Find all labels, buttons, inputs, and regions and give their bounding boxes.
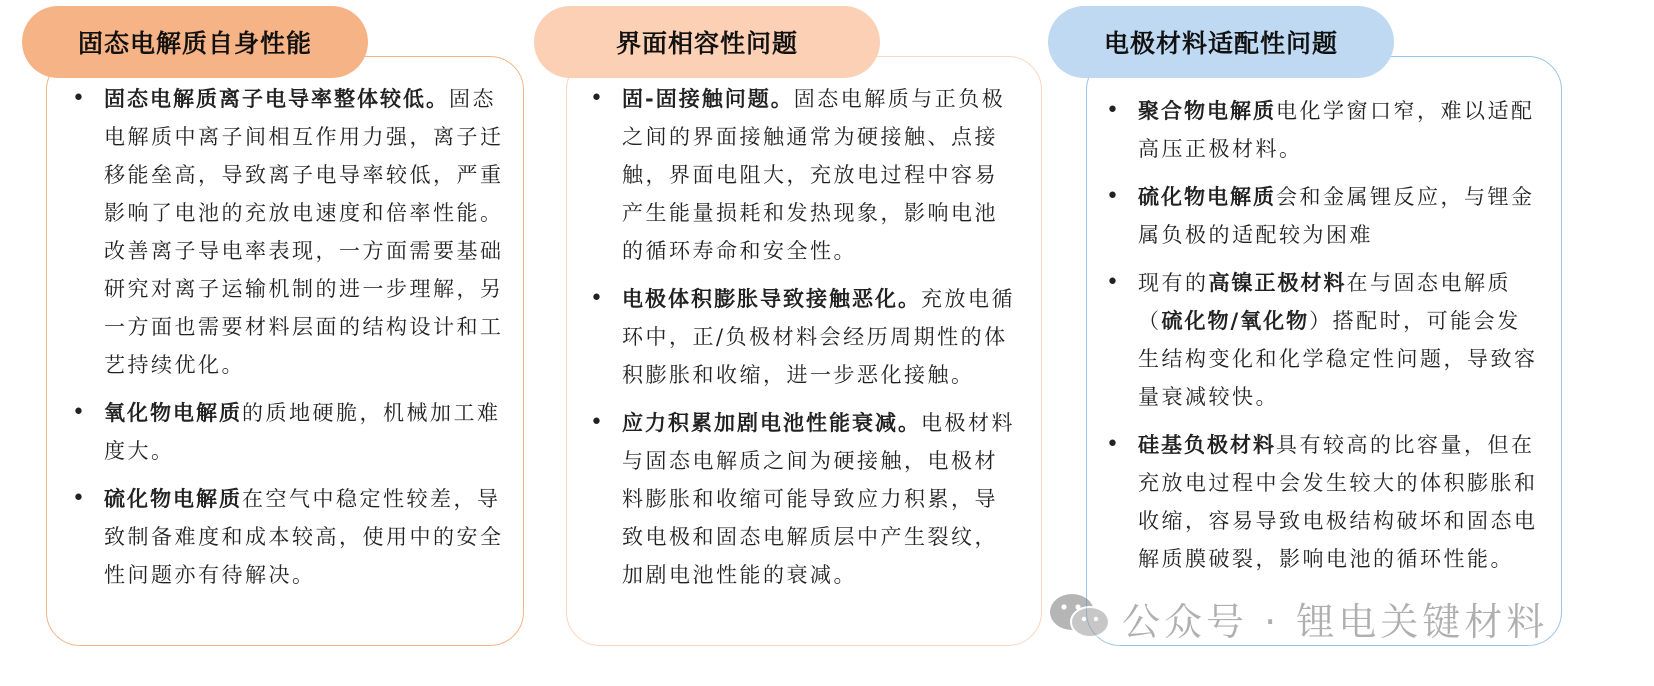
item-heading: 硫化物电解质 <box>104 487 242 511</box>
item-text: 具有较高的比容量，但在充放电过程中会发生较大的体积膨胀和收缩，容易导致电极结构破坏和固态电解质膜破裂，影响电池的循环性能。 <box>1138 433 1538 571</box>
bullet-icon: • <box>590 286 606 311</box>
list-item <box>1106 92 1538 168</box>
list-item <box>72 394 512 470</box>
panel-title <box>1048 6 1394 78</box>
list-item <box>590 80 1020 270</box>
panel-title-text: 固态电解质自身性能 <box>77 29 312 58</box>
item-heading: 电极体积膨胀导致接触恶化。 <box>622 287 921 311</box>
item-text: 在空气中稳定性较差，导致制备难度和成本较高，使用中的安全性问题亦有待解决。 <box>104 487 504 587</box>
item-text: 的质地硬脆，机械加工难度大。 <box>104 401 501 463</box>
item-heading: 氧化物电解质 <box>104 401 242 425</box>
wechat-icon <box>1048 590 1112 646</box>
panel-title <box>534 6 880 78</box>
watermark <box>1048 588 1548 648</box>
list-item <box>1106 426 1538 578</box>
bullet-icon: • <box>1106 270 1122 295</box>
list-item <box>72 80 512 384</box>
item-prefix: 现有的 <box>1138 271 1209 295</box>
item-heading: 硫化物电解质 <box>1138 185 1276 209</box>
bullet-icon: • <box>1106 98 1122 123</box>
item-text: 固态电解质中离子间相互作用力强，离子迁移能垒高，导致离子电导率较低，严重影响了电池的充放电速度和倍率性能。改善离子导电率表现，一方面需要基础研究对离子运输机制的进一步理解，另一方面也需要材料层面的结构设计和工艺持续优化。 <box>104 87 504 377</box>
bullet-icon: • <box>1106 432 1122 457</box>
bullet-icon: • <box>1106 184 1122 209</box>
item-text-secondary: ）搭配时，可能会发生结构变化和化学稳定性问题，导致容量衰减较快。 <box>1138 309 1538 409</box>
item-heading: 固态电解质离子电导率整体较低。 <box>104 87 449 111</box>
item-list <box>72 80 512 604</box>
item-text: 充放电循环中，正/负极材料会经历周期性的体积膨胀和收缩，进一步恶化接触。 <box>622 287 1015 387</box>
item-text: 电极材料与固态电解质之间为硬接触，电极材料膨胀和收缩可能导致应力积累，导致电极和固态电解质层中产生裂纹，加剧电池性能的衰减。 <box>622 411 1015 587</box>
watermark-text: 公众号 · 锂电关键材料 <box>1122 599 1549 644</box>
panel-title-text: 电极材料适配性问题 <box>1103 29 1338 58</box>
item-text: 在与固态电解质（ <box>1138 271 1511 333</box>
bullet-icon: • <box>72 400 88 425</box>
panel-title <box>22 6 368 78</box>
item-heading: 应力积累加剧电池性能衰减。 <box>622 411 921 435</box>
list-item <box>1106 264 1538 416</box>
item-heading: 聚合物电解质 <box>1138 99 1276 123</box>
item-list <box>590 80 1020 604</box>
bullet-icon: • <box>72 86 88 111</box>
item-text: 固态电解质与正负极之间的界面接触通常为硬接触、点接触，界面电阻大，充放电过程中容易产生能量损耗和发热现象，影响电池的循环寿命和安全性。 <box>622 87 1006 263</box>
list-item <box>590 404 1020 594</box>
item-heading: 硅基负极材料 <box>1138 433 1276 457</box>
item-heading: 固-固接触问题。 <box>622 87 794 111</box>
panel-title-text: 界面相容性问题 <box>615 29 798 58</box>
list-item <box>590 280 1020 394</box>
item-text: 电化学窗口窄，难以适配高压正极材料。 <box>1138 99 1535 161</box>
bullet-icon: • <box>590 410 606 435</box>
list-item <box>72 480 512 594</box>
item-heading-secondary: 硫化物/氧化物 <box>1161 309 1310 333</box>
item-text: 会和金属锂反应，与锂金属负极的适配较为困难 <box>1138 185 1535 247</box>
item-list <box>1106 92 1538 588</box>
bullet-icon: • <box>72 486 88 511</box>
bullet-icon: • <box>590 86 606 111</box>
item-heading: 高镍正极材料 <box>1208 271 1347 295</box>
list-item <box>1106 178 1538 254</box>
